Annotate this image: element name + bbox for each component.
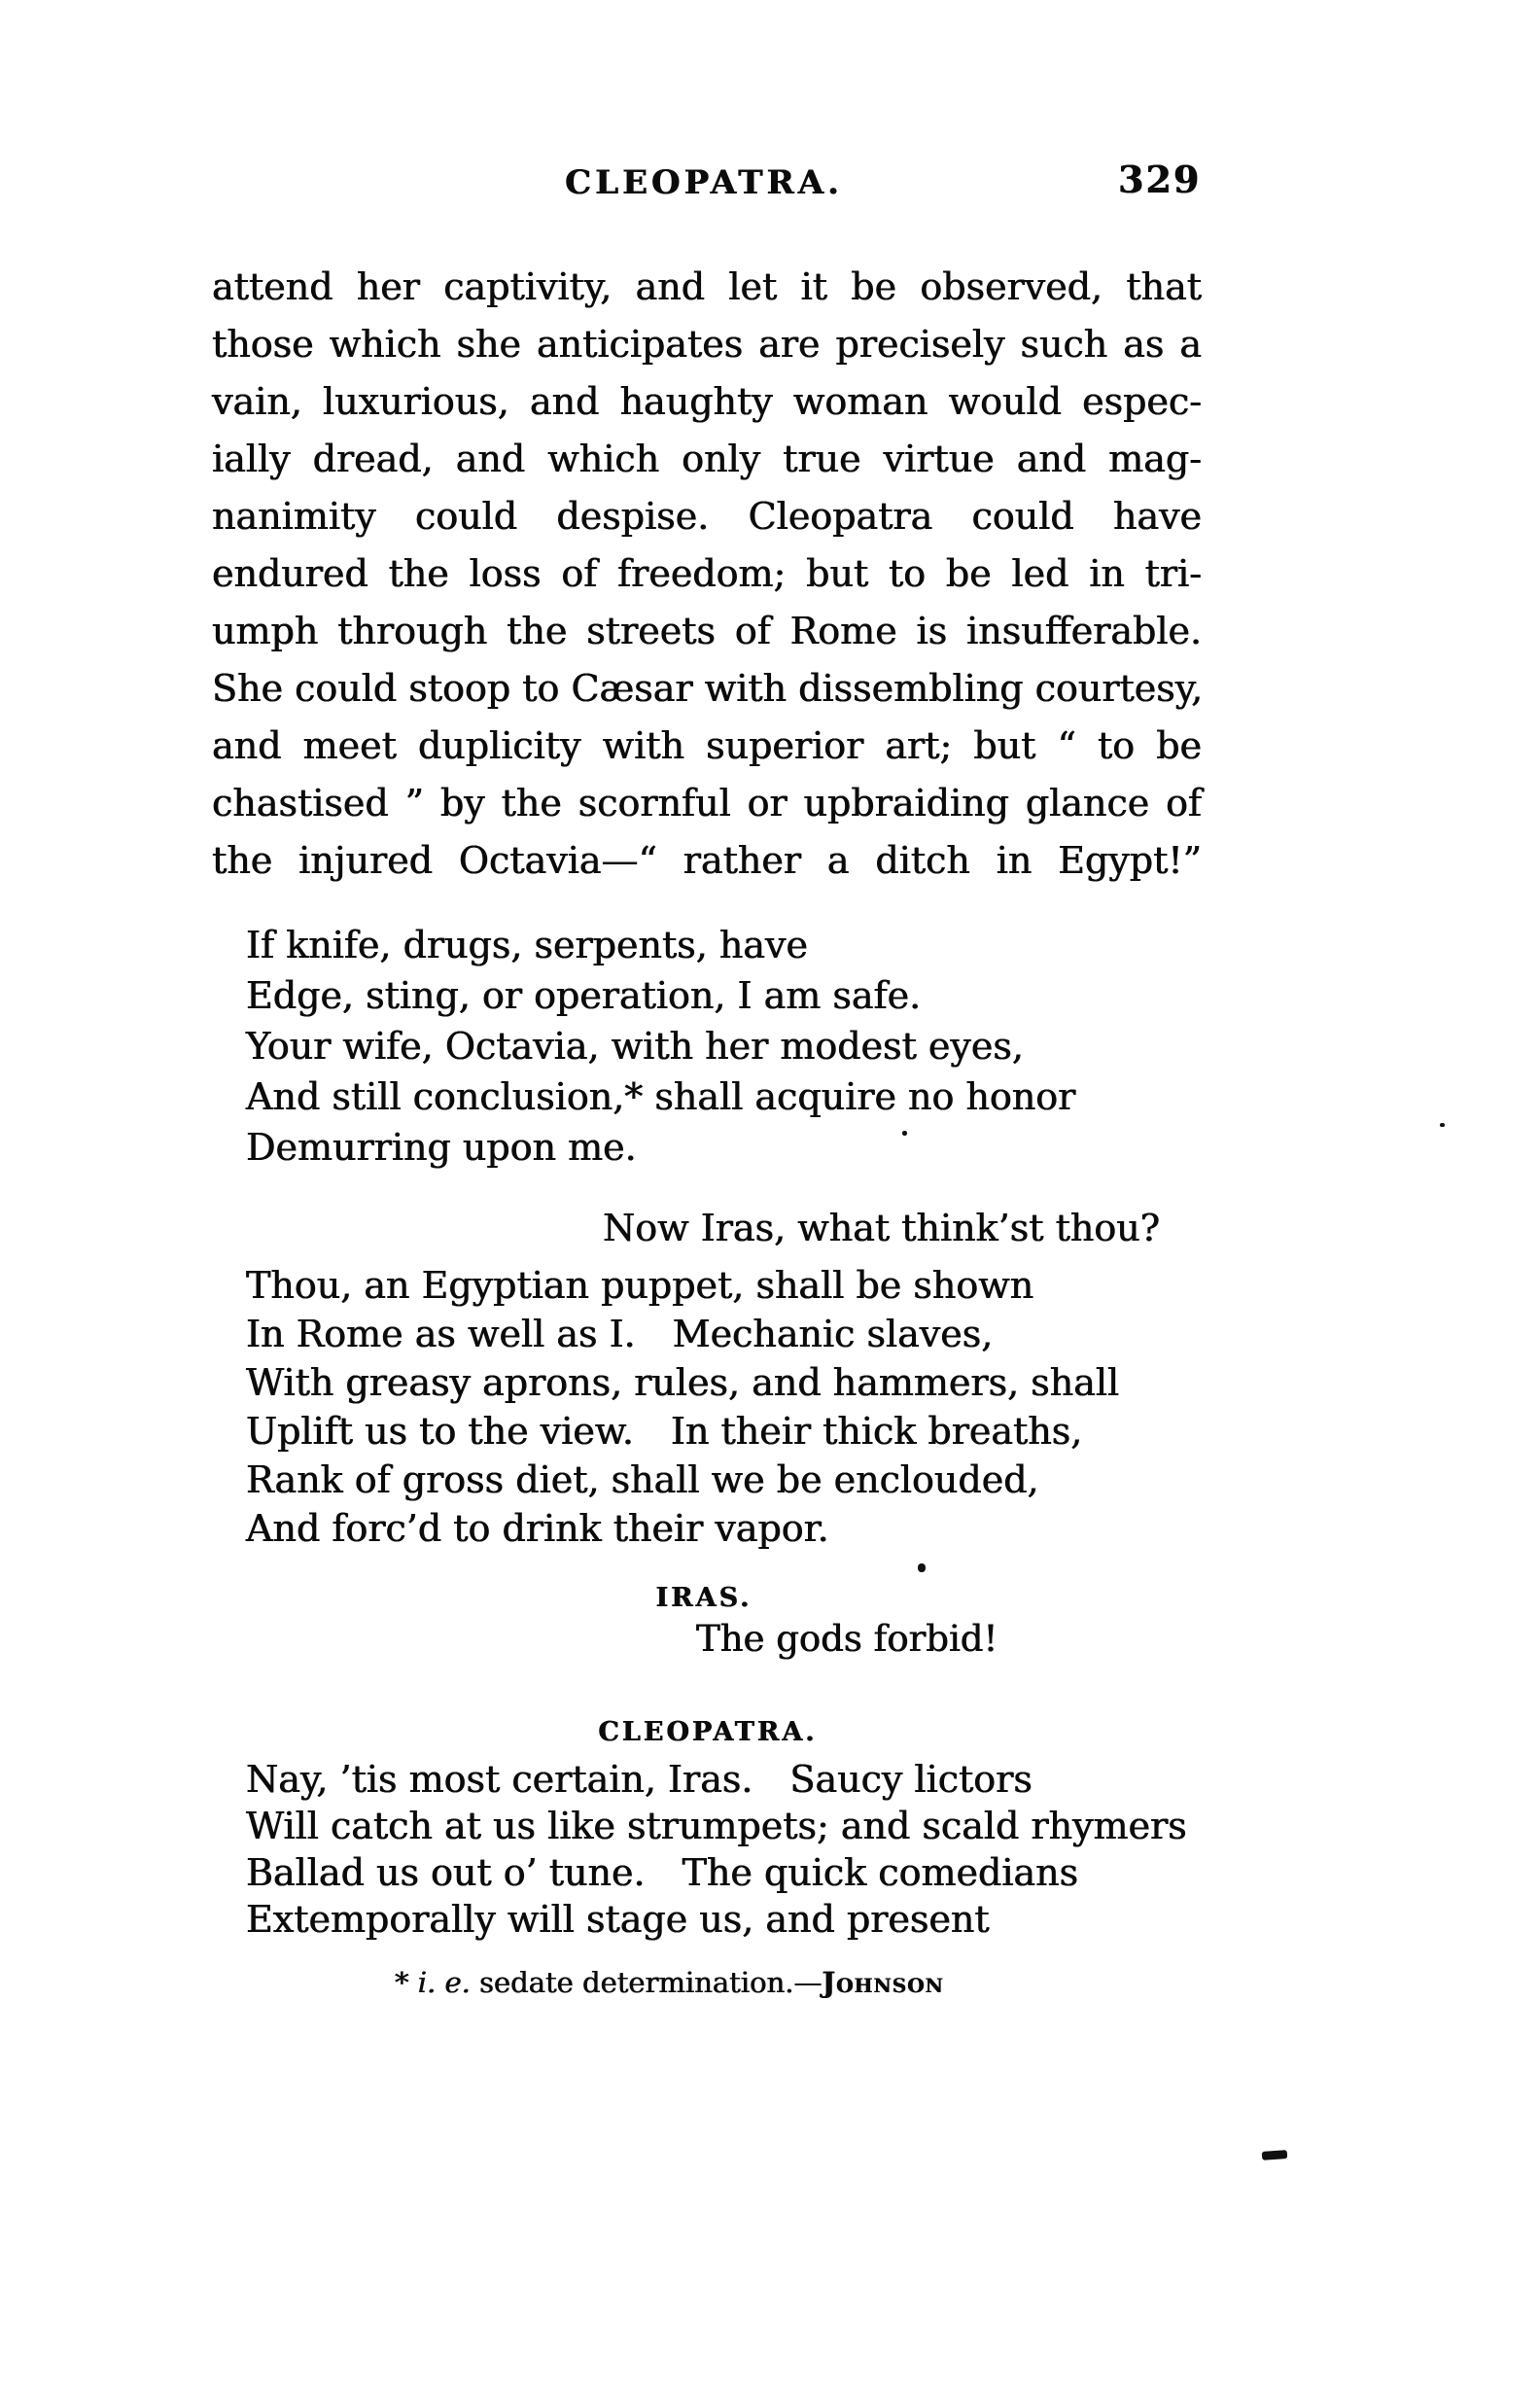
- footnote-abbreviation: i. e.: [417, 1966, 471, 1999]
- paragraph-line: vain, luxurious, and haughty woman would espec-: [212, 380, 1202, 423]
- verse-line: If knife, drugs, serpents, have: [246, 924, 808, 966]
- verse-line: Extemporally will stage us, and present: [246, 1898, 990, 1941]
- paragraph-line: chastised ” by the scornful or upbraiding glance of: [212, 782, 1202, 825]
- paragraph-line: nanimity could despise. Cleopatra could have: [212, 495, 1202, 538]
- verse-line: And still conclusion,* shall acquire no honor: [246, 1075, 1076, 1118]
- speaker-heading-iras: IRAS.: [655, 1583, 752, 1613]
- iras-speech-line: The gods forbid!: [696, 1618, 998, 1660]
- paragraph-line: the injured Octavia—“ rather a ditch in Egypt!”: [212, 839, 1202, 882]
- verse-line: In Rome as well as I. Mechanic slaves,: [246, 1313, 994, 1355]
- verse-line: Nay, ’tis most certain, Iras. Saucy lictors: [246, 1758, 1032, 1801]
- speaker-heading-cleopatra: CLEOPATRA.: [598, 1717, 818, 1747]
- ink-speck: [1440, 1123, 1445, 1127]
- paragraph-line: umph through the streets of Rome is insufferable.: [212, 610, 1202, 652]
- verse-stanza-cleopatra-1: [246, 920, 1075, 1173]
- verse-line: Your wife, Octavia, with her modest eyes,: [246, 1025, 1024, 1068]
- verse-line: Demurring upon me.: [246, 1126, 637, 1169]
- verse-line: And forc’d to drink their vapor.: [246, 1507, 829, 1550]
- verse-line: With greasy aprons, rules, and hammers, shall: [246, 1361, 1120, 1404]
- paragraph-line: and meet duplicity with superior art; but “ to be: [212, 724, 1202, 767]
- ink-speck: [902, 1131, 907, 1136]
- page-number: 329: [1118, 158, 1202, 201]
- paragraph-line: She could stoop to Cæsar with dissembling courtesy,: [212, 667, 1204, 710]
- paragraph-line: endured the loss of freedom; but to be led in tri-: [212, 552, 1202, 595]
- paragraph-line: ially dread, and which only true virtue and mag-: [212, 438, 1202, 480]
- footnote-text: sedate determination.—: [470, 1966, 822, 1999]
- ink-speck: [1262, 2150, 1288, 2160]
- running-title: CLEOPATRA.: [565, 163, 843, 202]
- verse-line: Thou, an Egyptian puppet, shall be shown: [246, 1264, 1034, 1307]
- main-paragraph: [212, 259, 1202, 890]
- verse-line: Rank of gross diet, shall we be enclouded,: [246, 1458, 1039, 1501]
- paragraph-line: those which she anticipates are precisely such as a: [212, 323, 1202, 366]
- footnote-source: Johnson: [822, 1966, 944, 1999]
- verse-stanza-cleopatra-3: [246, 1756, 1187, 1943]
- verse-line: Edge, sting, or operation, I am safe.: [246, 974, 922, 1017]
- verse-stanza-cleopatra-2: [246, 1261, 1119, 1553]
- verse-line: Ballad us out o’ tune. The quick comedians: [246, 1851, 1079, 1894]
- verse-cue-line: Now Iras, what think’st thou?: [602, 1207, 1160, 1249]
- ink-speck: [918, 1563, 926, 1572]
- paragraph-line: attend her captivity, and let it be observed, that: [212, 265, 1202, 308]
- footnote-marker: *: [395, 1966, 409, 1999]
- footnote: [395, 1966, 944, 1999]
- verse-line: Uplift us to the view. In their thick breaths,: [246, 1410, 1083, 1453]
- verse-line: Will catch at us like strumpets; and scald rhymers: [246, 1805, 1187, 1847]
